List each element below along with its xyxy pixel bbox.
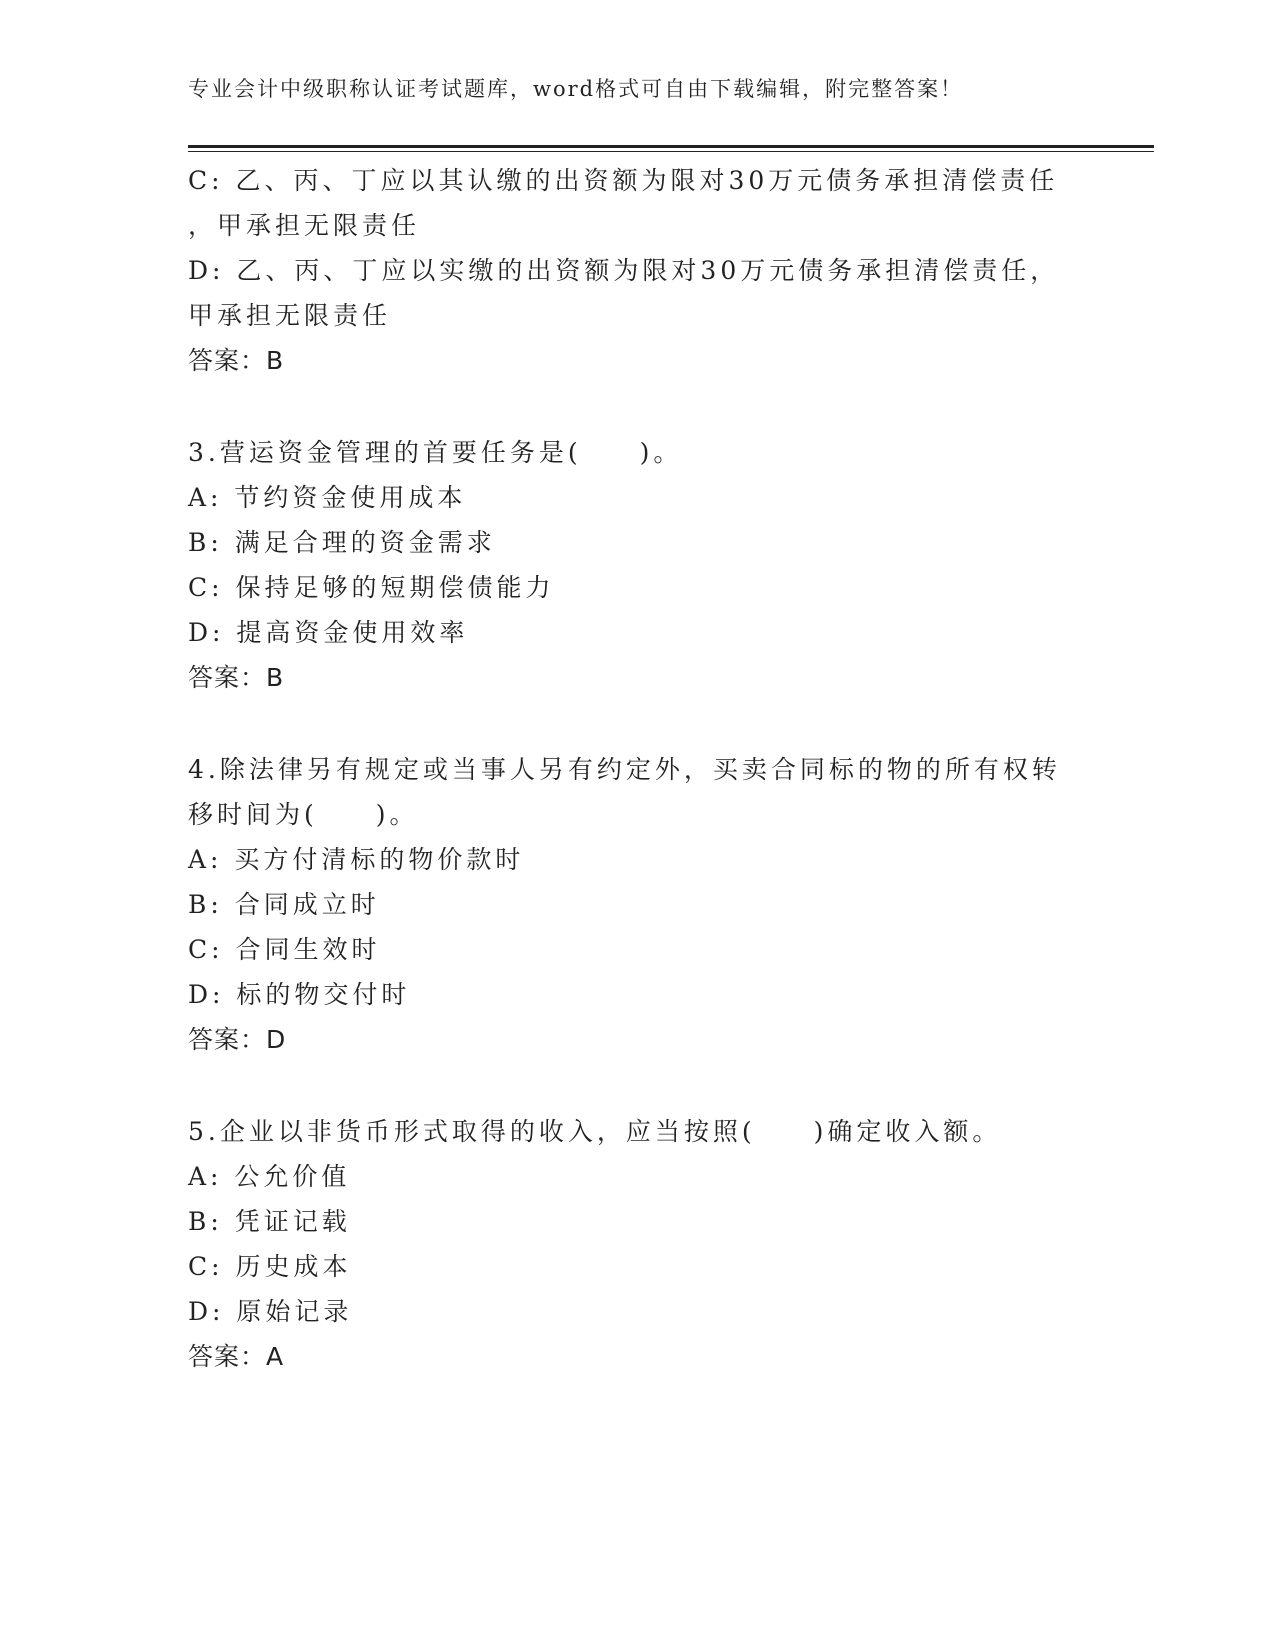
option-d: D: 提高资金使用效率 <box>188 618 469 647</box>
question-stem: 3.营运资金管理的首要任务是( )。 <box>188 438 683 467</box>
answer: 答案：B <box>188 663 285 692</box>
question-4 <box>188 747 1088 1062</box>
option-d-line-2: 甲承担无限责任 <box>188 301 392 330</box>
option-c-line-2: ，甲承担无限责任 <box>188 211 421 240</box>
question-stem-line-2: 移时间为( )。 <box>188 800 419 829</box>
option-d: D: 标的物交付时 <box>188 980 411 1009</box>
option-a: A: 公允价值 <box>188 1162 351 1191</box>
question-stem-line-1: 4.除法律另有规定或当事人另有约定外，买卖合同标的物的所有权转 <box>188 755 1061 784</box>
question-2-tail <box>188 158 1088 383</box>
header-rule-thick <box>188 145 1154 148</box>
option-a: A: 买方付清标的物价款时 <box>188 845 525 874</box>
question-3 <box>188 430 1088 700</box>
header-rule-thin <box>188 151 1154 152</box>
option-c: C: 保持足够的短期偿债能力 <box>188 573 555 602</box>
question-stem: 5.企业以非货币形式取得的收入，应当按照( )确定收入额。 <box>188 1117 1002 1146</box>
answer: 答案：B <box>188 346 285 375</box>
page-header: 专业会计中级职称认证考试题库，word格式可自由下载编辑，附完整答案！ <box>188 77 964 101</box>
option-c: C: 合同生效时 <box>188 935 381 964</box>
option-a: A: 节约资金使用成本 <box>188 483 467 512</box>
option-b: B: 凭证记载 <box>188 1207 351 1236</box>
answer: 答案：D <box>188 1025 287 1054</box>
answer: 答案：A <box>188 1342 285 1371</box>
option-d: D: 原始记录 <box>188 1297 353 1326</box>
question-5 <box>188 1109 1088 1379</box>
option-b: B: 合同成立时 <box>188 890 380 919</box>
option-c-line-1: C: 乙、丙、丁应以其认缴的出资额为限对30万元债务承担清偿责任 <box>188 166 1059 195</box>
option-c: C: 历史成本 <box>188 1252 352 1281</box>
question-list <box>188 158 1088 1379</box>
option-b: B: 满足合理的资金需求 <box>188 528 496 557</box>
option-d-line-1: D: 乙、丙、丁应以实缴的出资额为限对30万元债务承担清偿责任， <box>188 256 1060 285</box>
